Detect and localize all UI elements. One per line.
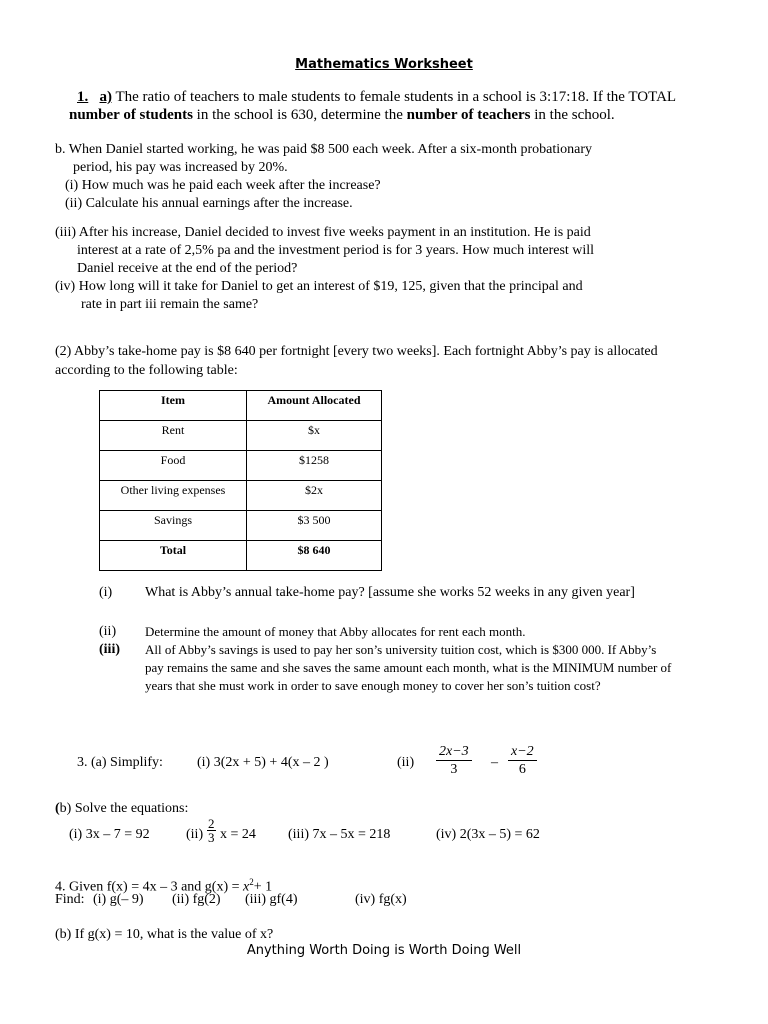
q2-i-label: (i) xyxy=(99,585,113,600)
table-row xyxy=(100,511,382,541)
q1a-bold-teachers: number of teachers xyxy=(406,107,531,123)
q3a-i: (i) 3(2x + 5) + 4(x – 2 ) xyxy=(197,755,329,770)
q1b-line2: period, his pay was increased by 20%. xyxy=(73,160,288,175)
q4-g-x: x xyxy=(243,879,250,895)
q3-fraction-1-denominator: 3 xyxy=(450,762,458,777)
q3-fraction-2-numerator: x−2 xyxy=(508,743,537,761)
table-cell-amount: $3 500 xyxy=(247,511,382,541)
table-cell-item: Food xyxy=(100,451,247,481)
q1a-text3: in the school. xyxy=(530,107,615,123)
table-cell-item: Other living expenses xyxy=(100,481,247,511)
q4-g-constant: + 1 xyxy=(253,879,273,895)
table-cell-amount: $1258 xyxy=(247,451,382,481)
table-header-amount: Amount Allocated xyxy=(247,391,382,421)
q3b-eq-ii-rest: x = 24 xyxy=(220,827,256,842)
q2-iii-line1: All of Abby’s savings is used to pay her son’s university tuition cost, which is $300 000. If Abby’s xyxy=(145,642,657,657)
allocation-table xyxy=(99,390,382,571)
q4b-text: (b) If g(x) = 10, what is the value of x? xyxy=(55,927,274,942)
q1b-ii: (ii) Calculate his annual earnings after the increase. xyxy=(65,196,353,211)
q1-iii-line2: interest at a rate of 2,5% pa and the investment period is for 3 years. How much interest will xyxy=(77,243,595,258)
q1-number: 1. xyxy=(77,89,89,105)
q3b-eq-iv: (iv) 2(3x – 5) = 62 xyxy=(436,827,540,842)
q1b-line1: b. When Daniel started working, he was paid $8 500 each week. After a six-month probationary xyxy=(55,142,593,157)
table-row xyxy=(100,481,382,511)
q3b-open-paren: ( xyxy=(55,801,60,816)
q3b-eq-ii-fraction xyxy=(207,817,216,844)
q4-given-text: 4. Given f(x) = 4x – 3 and g(x) = xyxy=(55,879,244,895)
q4-given-line xyxy=(55,873,272,897)
table-cell-amount: $x xyxy=(247,421,382,451)
table-cell-item: Rent xyxy=(100,421,247,451)
q1a-text1: The ratio of teachers to male students to female students in a school is 3:17:18. If the TOTAL xyxy=(112,89,677,105)
q4-g-exponent: 2 xyxy=(249,877,254,887)
q1-iii-line3: Daniel receive at the end of the period? xyxy=(77,261,298,276)
footer-motto: Anything Worth Doing is Worth Doing Well xyxy=(246,943,522,958)
q2-iii-label: (iii) xyxy=(99,642,120,657)
q3b-eq-ii-numerator: 2 xyxy=(208,816,215,831)
q1a-label: a) xyxy=(99,89,112,105)
table-row xyxy=(100,451,382,481)
table-total-row xyxy=(100,541,382,571)
table-cell-item: Savings xyxy=(100,511,247,541)
q3-fraction-2-denominator: 6 xyxy=(518,762,526,777)
q1b-i: (i) How much was he paid each week after the increase? xyxy=(65,178,381,193)
q3b-heading xyxy=(55,800,188,818)
table-total-amount: $8 640 xyxy=(247,541,382,571)
q2-i-text: What is Abby’s annual take-home pay? [assume she works 52 weeks in any given year] xyxy=(145,585,635,600)
q1a-line1 xyxy=(77,88,676,106)
q3b-eq-i: (i) 3x – 7 = 92 xyxy=(69,827,150,842)
q2-iii-line3: years that she must work in order to save enough money to cover her son’s tuition cost? xyxy=(145,678,601,693)
q1-iv-line1: (iv) How long will it take for Daniel to get an interest of $19, 125, given that the principal and xyxy=(55,279,583,294)
table-row xyxy=(100,421,382,451)
q4-find-iv: (iv) fg(x) xyxy=(355,892,407,907)
table-header-item: Item xyxy=(100,391,247,421)
q1-iv-line2: rate in part iii remain the same? xyxy=(81,297,259,312)
q2-line2: according to the following table: xyxy=(55,363,238,378)
table-header-row xyxy=(100,391,382,421)
q4-find-i: (i) g(– 9) xyxy=(93,892,144,907)
q3b-label: b xyxy=(59,801,67,816)
q1a-bold-students: number of students xyxy=(69,107,193,123)
q4-find-ii: (ii) fg(2) xyxy=(172,892,221,907)
table-total-label: Total xyxy=(100,541,247,571)
table-cell-amount: $2x xyxy=(247,481,382,511)
q1a-line2 xyxy=(69,106,615,124)
q3-fraction-2 xyxy=(508,743,537,778)
q2-ii-text: Determine the amount of money that Abby allocates for rent each month. xyxy=(145,624,526,639)
q3b-eq-iii: (iii) 7x – 5x = 218 xyxy=(288,827,391,842)
q3b-text: ) Solve the equations: xyxy=(66,801,189,816)
q3a-label: 3. (a) Simplify: xyxy=(77,755,163,770)
q3-fraction-1-numerator: 2x−3 xyxy=(436,743,472,761)
q2-ii-label: (ii) xyxy=(99,624,117,639)
q3-fraction-1 xyxy=(436,743,472,778)
q2-line1: (2) Abby’s take-home pay is $8 640 per fortnight [every two weeks]. Each fortnight Abby’s pay is allocated xyxy=(55,344,658,359)
q1a-text2: in the school is 630, determine the xyxy=(192,107,407,123)
q4-find-iii: (iii) gf(4) xyxy=(245,892,298,907)
q3a-ii-label: (ii) xyxy=(397,755,415,770)
q1-iii-line1: (iii) After his increase, Daniel decided to invest five weeks payment in an institution. He is paid xyxy=(55,225,591,240)
worksheet-title: Mathematics Worksheet xyxy=(295,57,473,72)
q4-find-label: Find: xyxy=(55,892,85,907)
q3b-eq-ii-label: (ii) xyxy=(186,827,204,842)
q3b-eq-ii-denominator: 3 xyxy=(208,830,215,845)
q2-iii-line2: pay remains the same and she saves the same amount each month, what is the MINIMUM number of xyxy=(145,660,672,675)
q3-minus-sign: – xyxy=(491,755,498,770)
